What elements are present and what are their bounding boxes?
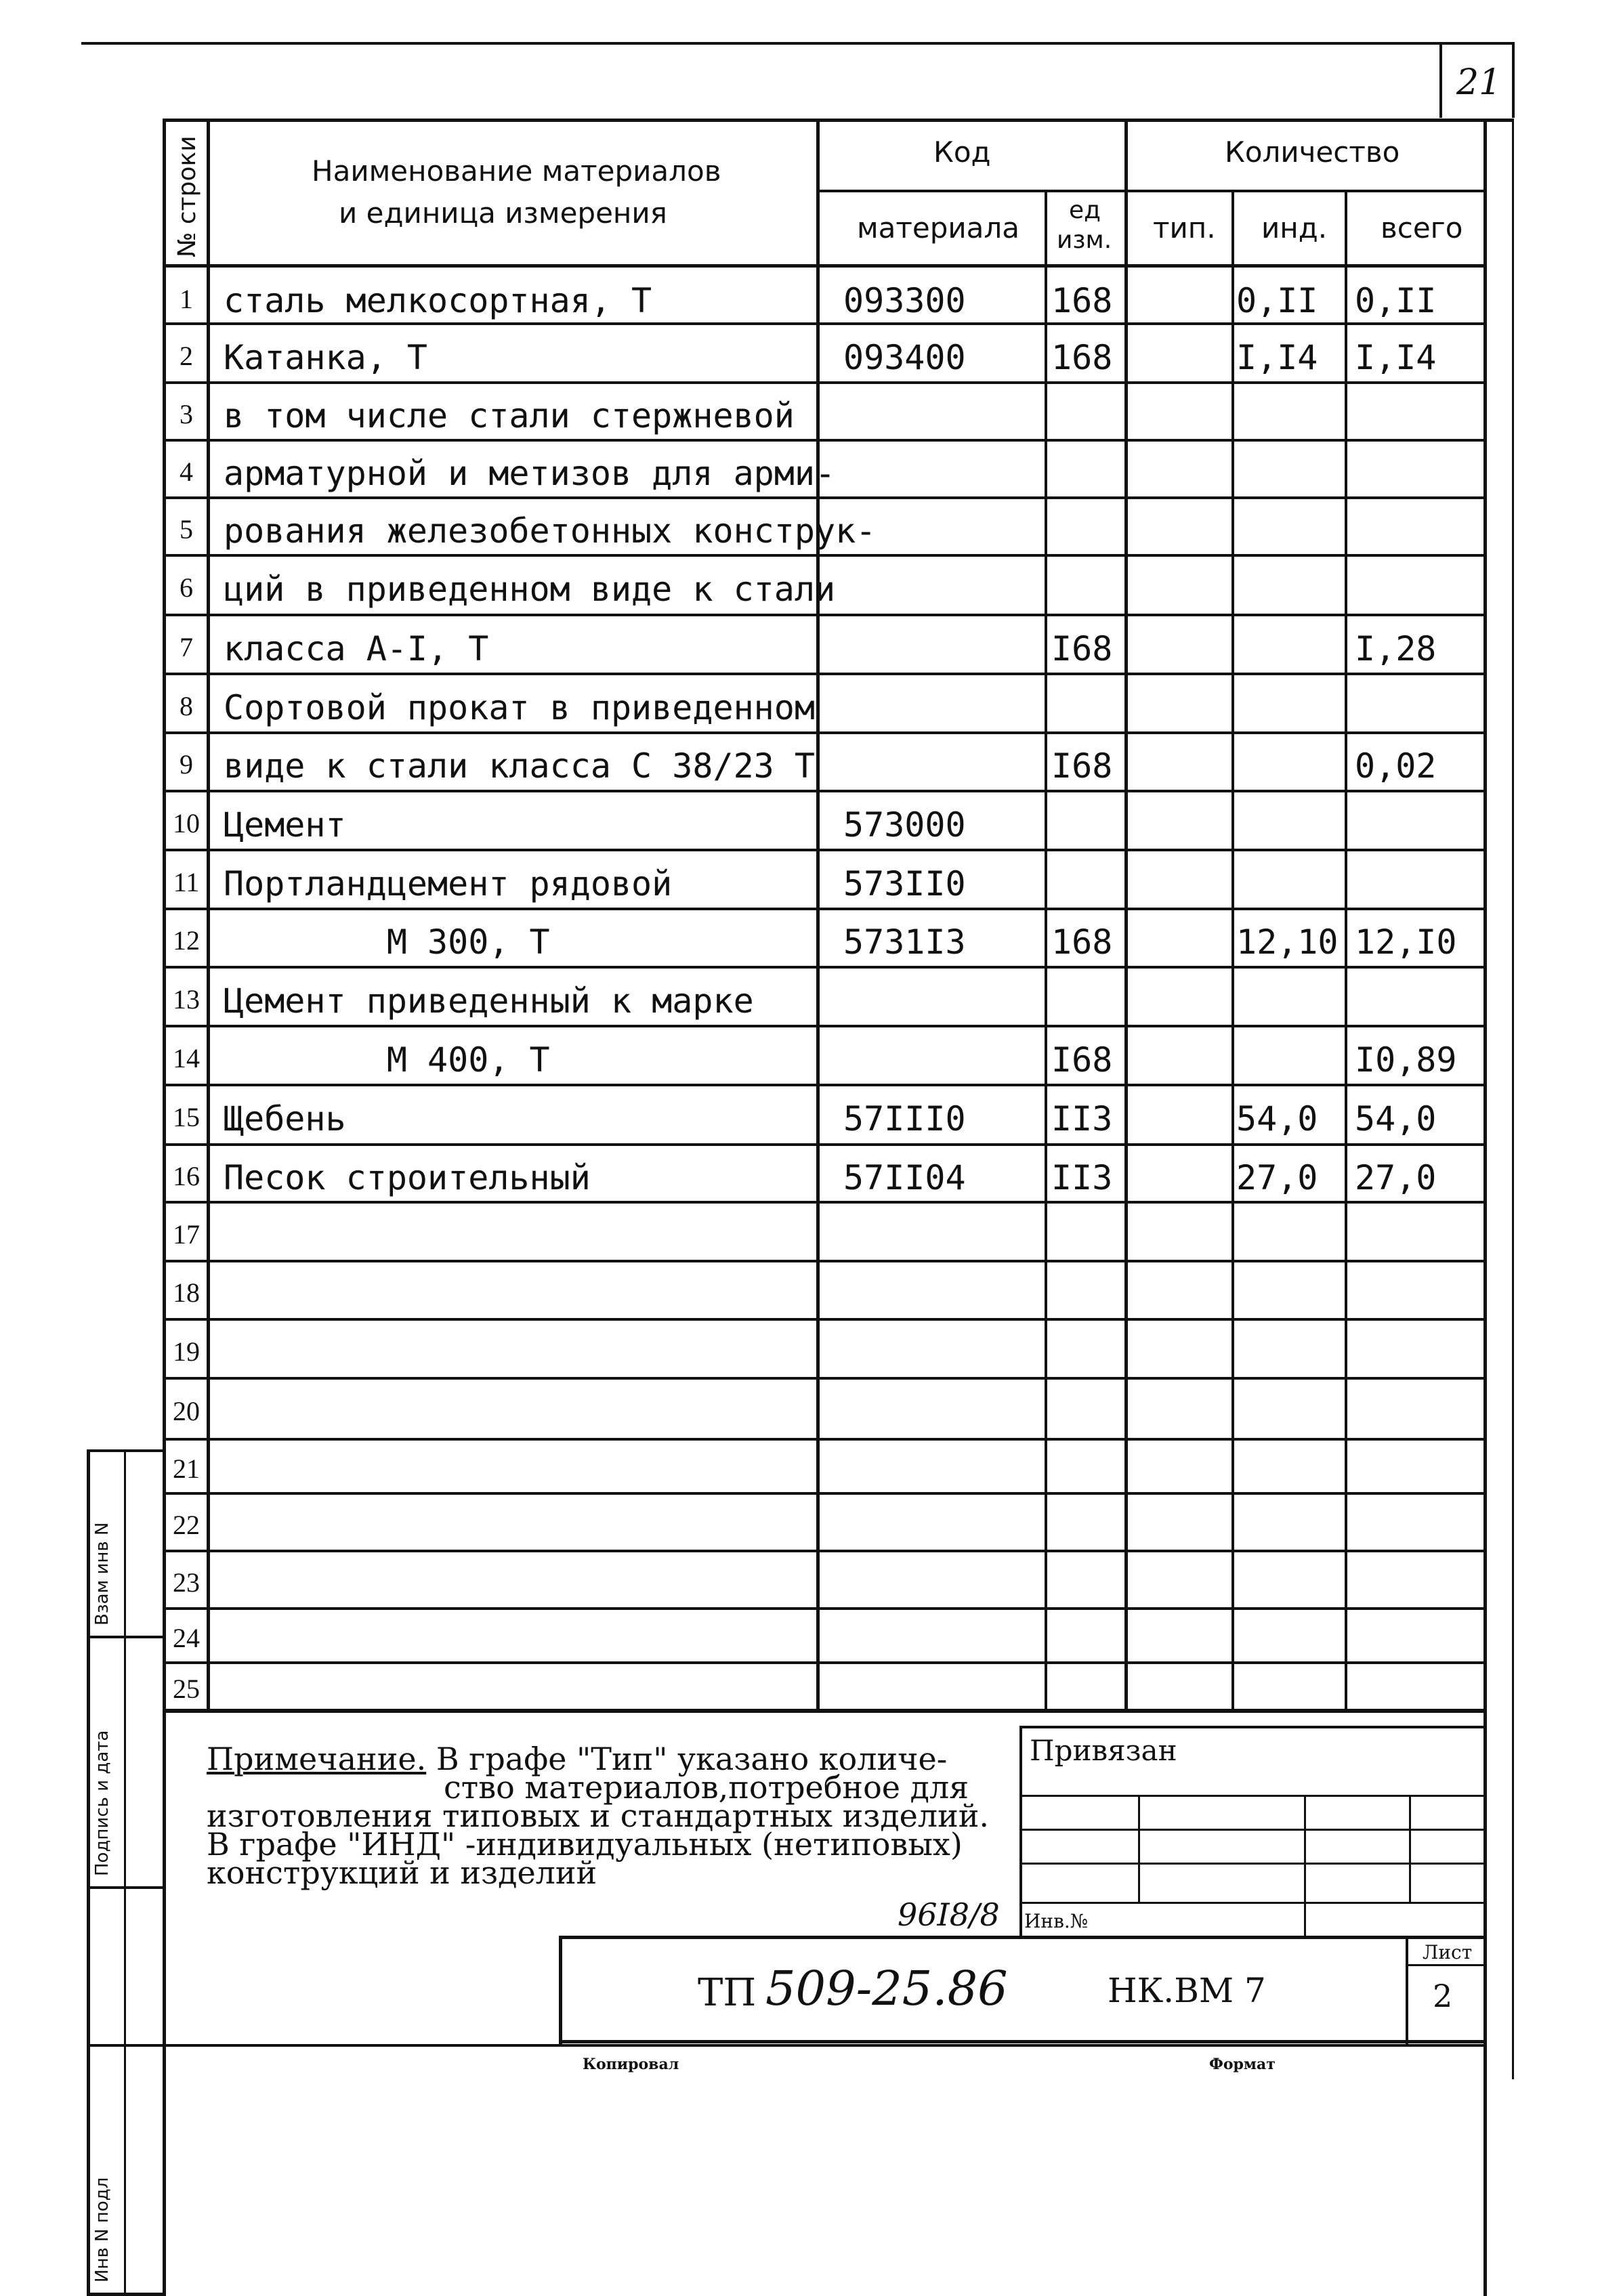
row-separator <box>163 908 1487 910</box>
row-number: 5 <box>180 513 193 545</box>
note-label: Примечание. <box>207 1741 427 1777</box>
row-separator <box>163 1377 1487 1380</box>
cell-total: I0,89 <box>1355 1040 1457 1080</box>
name-header-line2: и единица измерения <box>339 196 667 230</box>
row-separator <box>163 1607 1487 1610</box>
row-number: 13 <box>173 983 200 1015</box>
cell-code: 573II0 <box>843 864 966 903</box>
row-separator <box>163 1318 1487 1321</box>
row-number: 15 <box>173 1102 200 1132</box>
material-header: материала <box>857 211 1020 245</box>
list-label: Лист <box>1423 1941 1473 1963</box>
cell-total: 0,II <box>1355 281 1437 320</box>
inv-podl-label: Инв N подл <box>92 2177 112 2282</box>
row-separator <box>163 1260 1487 1262</box>
row-separator <box>163 322 1487 325</box>
material-name: Цемент <box>224 805 346 845</box>
row-separator <box>163 966 1487 969</box>
list-value: 2 <box>1433 1978 1453 2014</box>
row-number: 9 <box>180 749 193 780</box>
row-separator <box>163 731 1487 734</box>
total-header: всего <box>1381 211 1463 245</box>
quantity-header: Количество <box>1225 135 1400 169</box>
cell-total: 54,0 <box>1355 1099 1437 1139</box>
cell-unit: II3 <box>1051 1099 1113 1139</box>
material-name: Цемент приведенный к марке <box>224 981 754 1021</box>
row-number: 6 <box>180 572 193 603</box>
ind-header: инд. <box>1261 211 1328 245</box>
row-number: 23 <box>173 1567 200 1598</box>
designation-suffix: НК.ВМ 7 <box>1108 1971 1266 2010</box>
page-number: 21 <box>1456 62 1502 103</box>
inv-no-label: Инв.№ <box>1024 1910 1089 1932</box>
material-name: Сортовой прокат в приведенном <box>224 687 815 727</box>
note-line5: конструкций и изделий <box>207 1854 597 1891</box>
material-name: в том числе стали стержневой <box>224 396 795 435</box>
row-number: 18 <box>173 1277 200 1308</box>
row-number: 24 <box>173 1623 200 1653</box>
row-number: 20 <box>173 1396 200 1426</box>
material-name: ций в приведенном виде к стали <box>224 570 836 609</box>
row-separator <box>163 614 1487 616</box>
row-number: 3 <box>180 398 193 429</box>
cell-unit: I68 <box>1051 746 1113 786</box>
row-number-header: № строки <box>173 135 201 257</box>
row-separator <box>163 1550 1487 1552</box>
row-separator <box>163 1492 1487 1495</box>
row-number: 16 <box>173 1160 200 1191</box>
privyazan-label: Привязан <box>1030 1734 1177 1767</box>
material-name: Катанка, Т <box>224 337 428 377</box>
note-line4: В графе "ИНД" -индивидуальных (нетиповых) <box>207 1826 963 1863</box>
cell-ind: 12,10 <box>1236 922 1339 962</box>
designation: 509-25.86 <box>765 1961 1008 2016</box>
row-number: 8 <box>180 690 193 721</box>
doc-code: 96I8/8 <box>898 1896 1000 1933</box>
row-number: 17 <box>173 1218 200 1250</box>
row-separator <box>163 1084 1487 1086</box>
cell-ind: I,I4 <box>1236 337 1318 377</box>
row-number: 22 <box>173 1509 200 1540</box>
cell-unit: II3 <box>1051 1157 1113 1197</box>
cell-ind: 0,II <box>1236 281 1318 320</box>
cell-ind: 27,0 <box>1236 1157 1318 1197</box>
podpis-data-label: Подпись и дата <box>92 1730 112 1876</box>
row-separator <box>163 1025 1487 1027</box>
material-name: М 300, Т <box>224 922 550 962</box>
note-line3: изготовления типовых и стандартных изделий. <box>207 1798 990 1834</box>
row-number: 11 <box>173 866 200 897</box>
material-name: класса A-I, Т <box>224 629 489 668</box>
kopiroval-label: Копировал <box>583 2056 679 2073</box>
note-line1: В графе "Тип" указано количе- <box>426 1741 948 1777</box>
code-header: Код <box>933 135 991 169</box>
cell-code: 573000 <box>843 805 966 845</box>
row-separator <box>163 554 1487 557</box>
row-number: 14 <box>173 1042 200 1073</box>
row-separator <box>163 1661 1487 1664</box>
row-separator <box>163 673 1487 675</box>
row-number: 2 <box>180 340 193 371</box>
cell-ind: 54,0 <box>1236 1099 1318 1139</box>
cell-code: 57II04 <box>843 1157 966 1197</box>
row-separator <box>163 496 1487 499</box>
cell-code: 57III0 <box>843 1099 966 1139</box>
row-number: 19 <box>173 1336 200 1367</box>
cell-unit: I68 <box>1051 1040 1113 1080</box>
row-number: 12 <box>173 925 200 956</box>
designation-prefix: ТП <box>698 1971 757 2015</box>
row-separator <box>163 439 1487 442</box>
cell-code: 5731I3 <box>843 922 966 962</box>
material-name: виде к стали класса С 38/23 Т <box>224 746 815 786</box>
material-name: рования железобетонных конструк- <box>224 511 877 551</box>
cell-total: 12,I0 <box>1355 922 1457 962</box>
note-line2: ство материалов,потребное для <box>444 1769 969 1806</box>
cell-total: I,I4 <box>1355 337 1437 377</box>
cell-total: I,28 <box>1355 629 1437 668</box>
unit-header-line1: ед <box>1069 196 1101 224</box>
row-number: 1 <box>180 284 193 314</box>
vzam-inv-label: Взам инв N <box>92 1522 112 1625</box>
material-name: Щебень <box>224 1099 346 1139</box>
row-separator <box>163 849 1487 851</box>
cell-unit: 168 <box>1051 922 1113 962</box>
material-name: М 400, Т <box>224 1040 550 1080</box>
row-number: 4 <box>180 456 193 487</box>
material-name: арматурной и метизов для арми- <box>224 453 836 493</box>
row-number: 21 <box>173 1453 200 1484</box>
cell-unit: I68 <box>1051 629 1113 668</box>
row-separator <box>163 1143 1487 1146</box>
row-separator <box>163 790 1487 792</box>
cell-total: 27,0 <box>1355 1157 1437 1197</box>
cell-unit: 168 <box>1051 281 1113 320</box>
material-name: Портландцемент рядовой <box>224 864 673 903</box>
row-number: 7 <box>180 631 193 662</box>
row-separator <box>163 1438 1487 1441</box>
format-label: Формат <box>1209 2056 1276 2073</box>
cell-code: 093300 <box>843 281 966 320</box>
cell-total: 0,02 <box>1355 746 1437 786</box>
name-header-line1: Наименование материалов <box>312 154 721 188</box>
unit-header-line2: изм. <box>1057 226 1112 254</box>
typ-header: тип. <box>1153 211 1216 245</box>
material-name: сталь мелкосортная, Т <box>224 281 652 320</box>
row-number: 10 <box>173 807 200 838</box>
cell-unit: 168 <box>1051 337 1113 377</box>
row-separator <box>163 381 1487 384</box>
material-name: Песок строительный <box>224 1157 591 1197</box>
row-number: 25 <box>173 1674 200 1704</box>
cell-code: 093400 <box>843 337 966 377</box>
row-separator <box>163 1201 1487 1204</box>
